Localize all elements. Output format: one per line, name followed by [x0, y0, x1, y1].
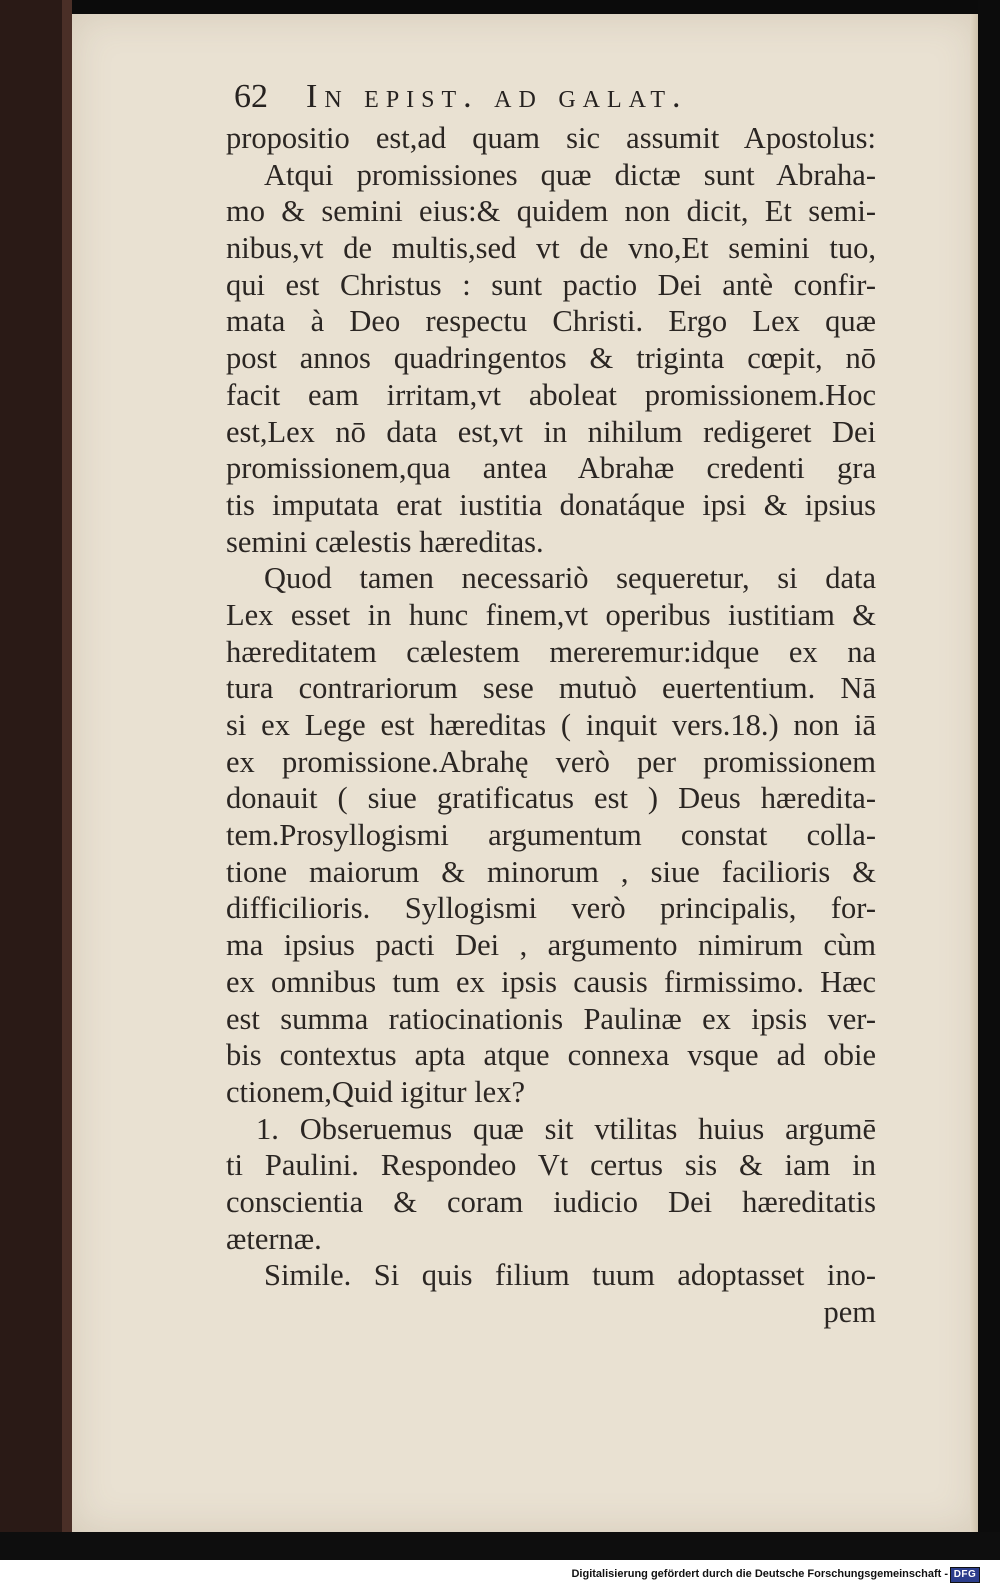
- text-line: ex promissione.Abrahę verò per promissionem: [226, 744, 876, 779]
- body-text: [226, 120, 876, 1331]
- text-line: tione maiorum & minorum , siue facilioris &: [226, 854, 876, 889]
- text-line: post annos quadringentos & triginta cœpit, nō: [226, 341, 876, 376]
- text-line: æternæ.: [226, 1221, 322, 1256]
- text-line: Simile. Si quis filium tuum adoptasset ino-: [264, 1258, 876, 1293]
- text-line: hæreditatem cælestem mereremur:idque ex na: [226, 634, 876, 669]
- text-line: si ex Lege est hæreditas ( inquit vers.18.) non iā: [226, 708, 876, 742]
- text-line: 1. Obseruemus quæ sit vtilitas huius argumē: [256, 1111, 876, 1146]
- text-line: promissionem,qua antea Abrahæ credenti gra: [226, 451, 876, 486]
- text-line: bis contextus apta atque connexa vsque ad obie: [226, 1038, 876, 1073]
- text-line: difficilioris. Syllogismi verò principalis, for-: [226, 891, 876, 926]
- text-line: conscientia & coram iudicio Dei hæreditatis: [226, 1184, 876, 1219]
- page-header: [234, 70, 874, 120]
- text-line: ma ipsius pacti Dei , argumento nimirum cùm: [226, 928, 876, 963]
- text-line: ctionem,Quid igitur lex?: [226, 1074, 525, 1109]
- text-line: semini cælestis hæreditas.: [226, 524, 544, 559]
- funding-credit: Digitalisierung gefördert durch die Deutsche Forschungsgemeinschaft -: [571, 1568, 948, 1580]
- text-line: ex omnibus tum ex ipsis causis firmissimo. Hæc: [226, 964, 876, 999]
- text-line: tis imputata erat iustitia donatáque ipsi & ipsius: [226, 487, 876, 522]
- text-line: Lex esset in hunc finem,vt operibus iustitiam &: [226, 597, 876, 632]
- scan-bottom-border: [0, 1532, 1000, 1560]
- text-line: ti Paulini. Respondeo Vt certus sis & iam in: [226, 1148, 876, 1183]
- text-line: Quod tamen necessariò sequeretur, si data: [264, 561, 876, 596]
- dfg-logo: DFG: [950, 1567, 980, 1583]
- text-line: tem.Prosyllogismi argumentum constat colla-: [226, 818, 876, 853]
- text-line: facit eam irritam,vt aboleat promissionem.Hoc: [226, 377, 876, 412]
- scan-right-border: [978, 0, 1000, 1560]
- scan-left-border: [0, 0, 72, 1560]
- page-fold-shadow: [970, 14, 978, 1532]
- text-line: est,Lex nō data est,vt in nihilum redigeret Dei: [226, 414, 876, 449]
- digitization-footer: [0, 1560, 1000, 1590]
- text-line: mo & semini eius:& quidem non dicit, Et semi-: [226, 194, 876, 229]
- text-line: tura contrariorum sese mutuò euertentium. Nā: [226, 671, 876, 706]
- scan-top-border: [0, 0, 1000, 14]
- text-line: propositio est,ad quam sic assumit Apostolus:: [226, 121, 876, 155]
- running-title: In epist. ad galat.: [306, 78, 688, 115]
- text-line: nibus,vt de multis,sed vt de vno,Et semini tuo,: [226, 231, 876, 266]
- text-line: Atqui promissiones quæ dictæ sunt Abraha-: [264, 157, 876, 192]
- page-number: 62: [234, 78, 268, 115]
- catchword: pem: [823, 1295, 876, 1329]
- text-line: mata à Deo respectu Christi. Ergo Lex quæ: [226, 304, 876, 339]
- text-line: donauit ( siue gratificatus est ) Deus hæredita-: [226, 781, 876, 816]
- book-spine-edge: [62, 0, 72, 1560]
- text-line: est summa ratiocinationis Paulinæ ex ipsis ver-: [226, 1001, 876, 1036]
- text-line: qui est Christus : sunt pactio Dei antè confir-: [226, 267, 876, 302]
